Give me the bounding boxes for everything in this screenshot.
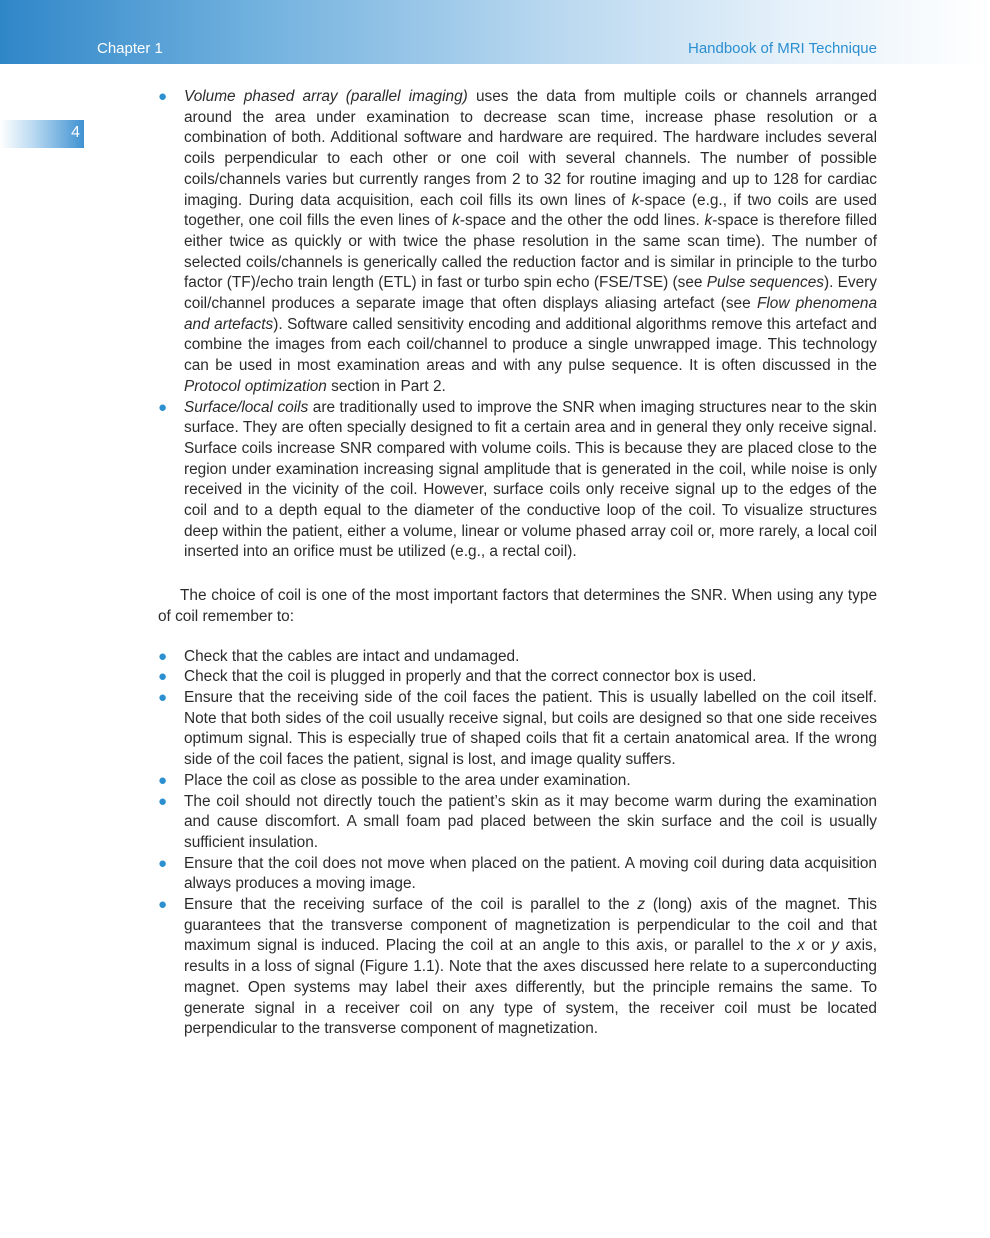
list-item-text: Ensure that the coil does not move when placed on the patient. A moving coil during data acquisition always produces a moving image. <box>184 854 877 893</box>
list-item-text: Check that the cables are intact and undamaged. <box>184 647 520 665</box>
chapter-label: Chapter 1 <box>97 40 163 57</box>
list-item-text: Ensure that the receiving surface of the coil is parallel to the z (long) axis of the magnet. This guarantees that the transverse component of magnetization is perpendicular to the coil and that maximum signal is induced. Placing the coil at an angle to this axis, or parallel to the x or y axis, results in a loss of signal (Figure 1.1). Note that the axes discussed here relate to a superconducting magnet. Open systems may label their axes differently, but the principle remains the same. To generate signal in a receiver coil on any type of system, the receiver coil must be located perpendicular to the transverse component of magnetization. <box>184 896 878 1038</box>
bullet-icon: ● <box>158 688 168 706</box>
bullet-icon: ● <box>158 668 168 686</box>
list-item <box>158 667 877 688</box>
bullet-icon: ● <box>158 792 168 810</box>
list-item-text: Volume phased array (parallel imaging) uses the data from multiple coils or channels arranged around the area under examination to decrease scan time, increase phase resolution or a combination of both. Additional software and hardware are required. The hardware includes several coils perpendicular to each other or one coil with several channels. The number of possible coils/channels varies but currently ranges from 2 to 32 for routine imaging and up to 128 for cardiac imaging. During data acquisition, each coil fills its own lines of k-space (e.g., if two coils are used together, one coil fills the even lines of k-space and the other the odd lines. k-space is therefore filled either twice as quickly or with twice the phase resolution in the same scan time). The number of selected coils/channels is generically called the reduction factor and is similar in principle to the turbo factor (TF)/echo train length (ETL) in fast or turbo spin echo (FSE/TSE) (see Pulse sequences). Every coil/channel produces a separate image that often displays aliasing artefact (see Flow phenomena and artefacts). Software called sensitivity encoding and additional algorithms remove this artefact and combine the images from each coil/channel to produce a single unwrapped image. This technology can be used in most examination areas and with any pulse sequence. It is often discussed in the Protocol optimization section in Part 2. <box>184 88 878 395</box>
list-item-text: The coil should not directly touch the patient’s skin as it may become warm during the examination and cause discomfort. A small foam pad placed between the skin surface and the coil is usually sufficient insulation. <box>184 792 877 851</box>
coil-checklist <box>158 647 877 1040</box>
book-title: Handbook of MRI Technique <box>687 40 877 57</box>
list-item <box>158 398 877 564</box>
list-item <box>158 87 877 398</box>
coil-types-list <box>158 87 877 563</box>
bullet-icon: ● <box>158 647 168 665</box>
list-item <box>158 792 877 854</box>
list-item <box>158 647 877 668</box>
list-item-text: Surface/local coils are traditionally used to improve the SNR when imaging structures near to the skin surface. They are often specially designed to fit a certain area and in general they only receive signal. Surface coils increase SNR compared with volume coils. This is because they are placed close to the region under examination increasing signal amplitude that is generated in the coil, while noise is only received in the vicinity of the coil. However, surface coils only receive signal up to the edges of the coil and to a depth equal to the diameter of the conductive loop of the coil. To visualize structures deep within the patient, either a volume, linear or volume phased array coil or, more rarely, a local coil inserted into an orifice must be utilized (e.g., a rectal coil). <box>184 398 877 561</box>
header-band <box>0 0 990 64</box>
bullet-icon: ● <box>158 854 168 872</box>
list-item-text: Check that the coil is plugged in properly and that the correct connector box is used. <box>184 668 757 686</box>
list-item <box>158 854 877 895</box>
bullet-icon: ● <box>158 896 168 914</box>
list-item-text: Place the coil as close as possible to the area under examination. <box>184 771 631 789</box>
page-number-tab <box>0 120 84 148</box>
list-item <box>158 771 877 792</box>
bullet-icon: ● <box>158 88 168 105</box>
list-item <box>158 895 877 1040</box>
list-item-text: Ensure that the receiving side of the coil faces the patient. This is usually labelled on the coil itself. Note that both sides of the coil usually receive signal, but coils are designed so that one side receives optimum signal. This is especially true of shaped coils that fit a certain anatomical area. If the wrong side of the coil faces the patient, signal is lost, and image quality suffers. <box>184 688 877 769</box>
body-paragraph: The choice of coil is one of the most important factors that determines the SNR. When using any type of coil remember to: <box>158 587 877 625</box>
list-item <box>158 688 877 771</box>
bullet-icon: ● <box>158 771 168 789</box>
page-number: 4 <box>71 124 80 141</box>
page-body <box>158 87 877 1040</box>
bullet-icon: ● <box>158 398 168 416</box>
